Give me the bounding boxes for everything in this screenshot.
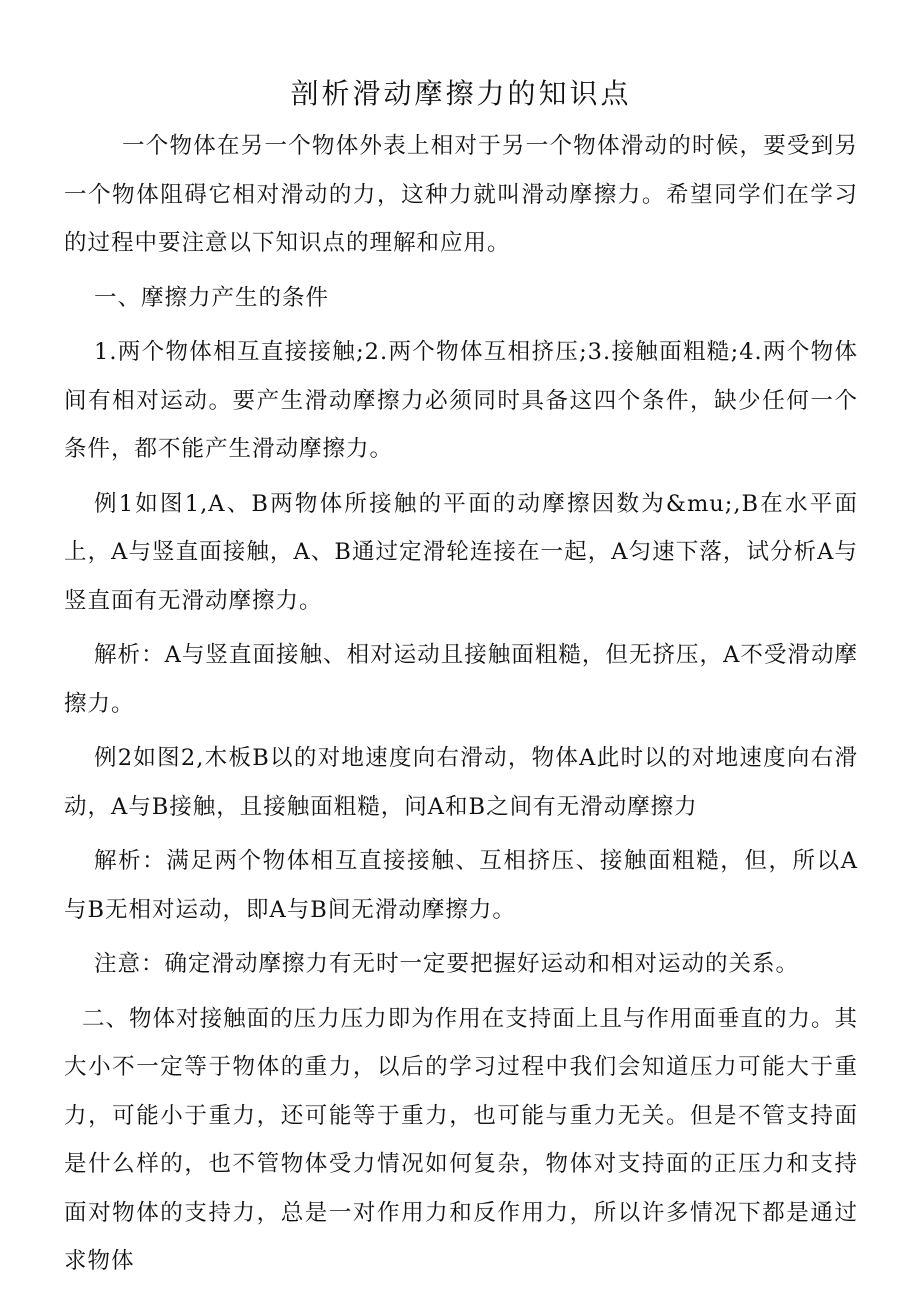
- section-heading-1: 一、摩擦力产生的条件: [94, 284, 330, 311]
- paragraph-conditions: 1.两个物体相互直接接触;2.两个物体互相挤压;3.接触面粗糙;4.两个物体间有相对运动。要产生滑动摩擦力必须同时具备这四个条件，缺少任何一个条件，都不能产生滑动摩擦力。: [64, 339, 858, 462]
- paragraph-example-1: 例1如图1,A、B两物体所接触的平面的动摩擦因数为&mu;,B在水平面上，A与竖直面接触，A、B通过定滑轮连接在一起，A匀速下落，试分析A与竖直面有无滑动摩擦力。: [64, 490, 858, 614]
- document-title: 剖析滑动摩擦力的知识点: [290, 77, 632, 110]
- paragraph-intro: 一个物体在另一个物体外表上相对于另一个物体滑动的时候，要受到另一个物体阻碍它相对滑动的力，这种力就叫滑动摩擦力。希望同学们在学习的过程中要注意以下知识点的理解和应用。: [64, 133, 858, 256]
- paragraph-note: 注意：确定滑动摩擦力有无时一定要把握好运动和相对运动的关系。: [94, 951, 800, 977]
- paragraph-analysis-1: 解析：A与竖直面接触、相对运动且接触面粗糙，但无挤压，A不受滑动摩擦力。: [64, 642, 858, 717]
- section-heading-2-paragraph: 二、物体对接触面的压力压力即为作用在支持面上且与作用面垂直的力。其大小不一定等于物体的重力，以后的学习过程中我们会知道压力可能大于重力，可能小于重力，还可能等于重力，也可能与重力无关。但是不管支持面是什么样的，也不管物体受力情况如何复杂，物体对支持面的正压力和支持面对物体的支持力，总是一对作用力和反作用力，所以许多情况下都是通过求物体: [64, 1005, 858, 1274]
- paragraph-example-2: 例2如图2,木板B以的对地速度向右滑动，物体A此时以的对地速度向右滑动，A与B接触，且接触面粗糙，问A和B之间有无滑动摩擦力: [64, 745, 858, 820]
- paragraph-analysis-2: 解析：满足两个物体相互直接接触、互相挤压、接触面粗糙，但，所以A与B无相对运动，即A与B间无滑动摩擦力。: [64, 848, 858, 923]
